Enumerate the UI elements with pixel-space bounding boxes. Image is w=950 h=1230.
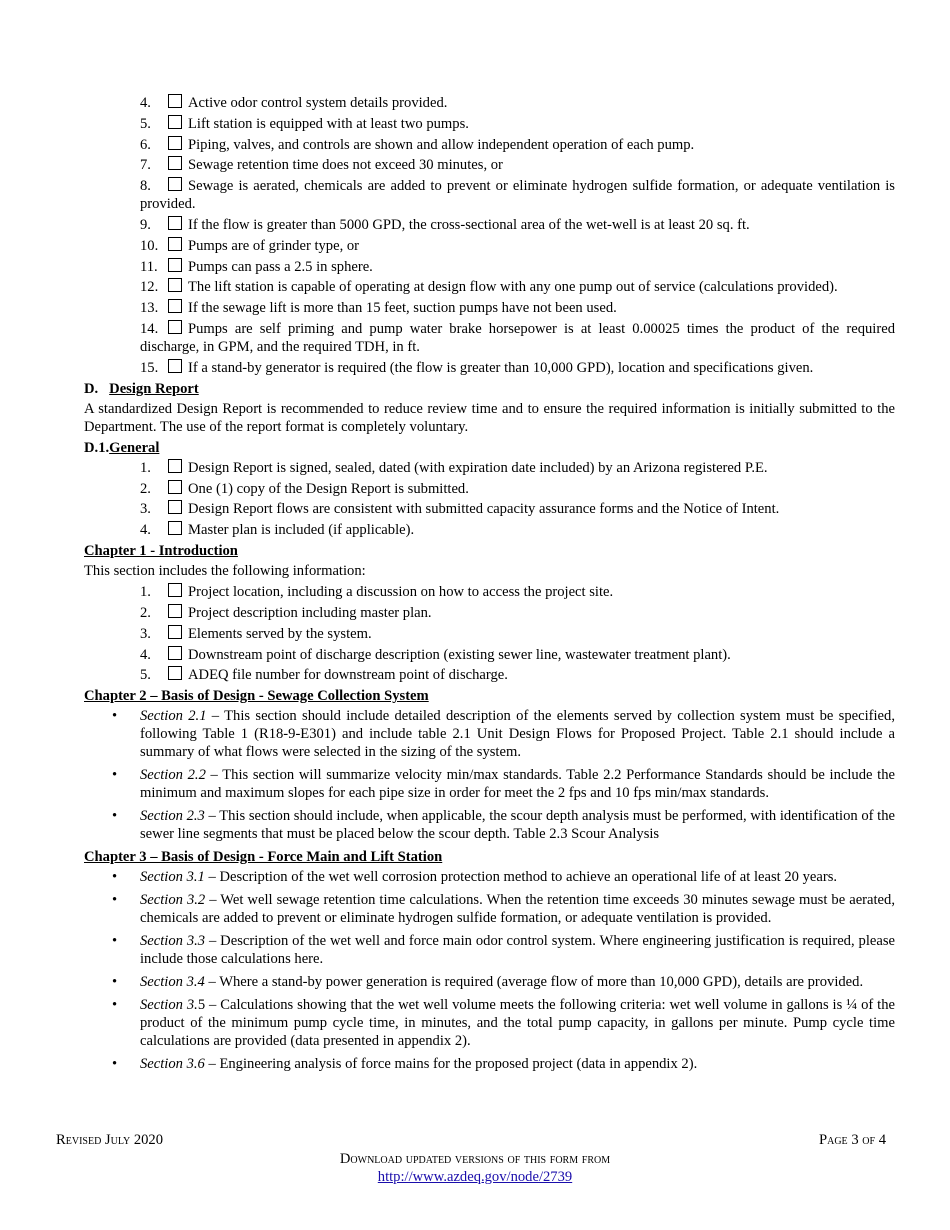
section-label: Section 2.2 (140, 767, 206, 784)
item-text: Design Report flows are consistent with submitted capacity assurance forms and the Notice of Intent. (188, 501, 780, 518)
section-d-intro: A standardized Design Report is recommended to reduce review time and to ensure the required information is initially submitted to the Department. The use of the report format is completely voluntary. (84, 400, 895, 435)
checkbox-icon[interactable] (168, 320, 182, 334)
item-number: 12. (140, 279, 159, 296)
checkbox-icon[interactable] (168, 521, 182, 535)
checkbox-icon[interactable] (168, 583, 182, 597)
checklist-item (84, 278, 895, 296)
footer-page-number: Page 3 of 4 (819, 1132, 886, 1148)
bullet-icon: • (112, 869, 118, 886)
checkbox-icon[interactable] (168, 177, 182, 191)
d1-heading: D.1.General (84, 439, 160, 456)
item-number: 1. (140, 459, 151, 476)
chapter-1-heading: Chapter 1 - Introduction (84, 543, 238, 560)
item-text: Piping, valves, and controls are shown and allow independent operation of each pump. (188, 136, 695, 153)
section-label: Section 2.1 (140, 708, 207, 725)
bullet-item (84, 932, 895, 968)
item-text: Master plan is included (if applicable). (188, 522, 415, 539)
checklist-item (84, 583, 895, 601)
section-text: – Where a stand-by power generation is required (average flow of more than 10,000 GPD), details are provided. (204, 974, 864, 991)
section-text: – Description of the wet well corrosion protection method to achieve an operational life of at least 20 years. (204, 869, 838, 886)
checkbox-icon[interactable] (168, 480, 182, 494)
item-number: 4. (140, 522, 151, 539)
checklist-item (84, 216, 895, 234)
footer-download-link[interactable]: http://www.azdeq.gov/node/2739 (377, 1169, 573, 1185)
checklist-item (84, 237, 895, 255)
bullet-item (84, 766, 895, 802)
checklist-item (84, 258, 895, 276)
bullet-icon: • (112, 1056, 118, 1073)
section-d-heading: D. Design Report (84, 380, 199, 397)
bullet-item (84, 807, 895, 843)
section-text: – This section should include detailed description of the elements served by collection system must be specified, following Table 1 (R18-9-E301) and include table 2.1 Unit Design Flows for Proposed Project. Table 2.1 should include a summary of what flows were selected in the sizing of the system. (140, 708, 895, 761)
section-label: Section 3.3 (140, 933, 206, 950)
item-number: 6. (140, 136, 151, 153)
bullet-item (84, 1055, 895, 1073)
bullet-icon: • (112, 708, 118, 725)
bullet-icon: • (112, 767, 118, 784)
chapter-2-heading: Chapter 2 – Basis of Design - Sewage Collection System (84, 688, 429, 705)
chapter-1-intro: This section includes the following information: (84, 563, 366, 580)
footer-download (0, 1150, 950, 1186)
checkbox-icon[interactable] (168, 625, 182, 639)
section-label: Section 2.3 (140, 808, 205, 825)
footer-revised: Revised July 2020 (56, 1132, 164, 1148)
item-text: Pumps are self priming and pump water brake horsepower is at least 0.00025 times the product of the required discharge, in GPM, and the required TDH, in ft. (140, 320, 895, 355)
item-number: 4. (140, 646, 151, 663)
bullet-icon: • (112, 892, 118, 909)
checklist-item (84, 177, 895, 213)
checklist-d1 (84, 459, 895, 539)
footer-download-text: Download updated versions of this form from (339, 1151, 611, 1167)
item-text: If the flow is greater than 5000 GPD, the cross-sectional area of the wet-well is at least 20 sq. ft. (188, 216, 750, 233)
bullet-icon: • (112, 933, 118, 950)
item-text: Project description including master plan. (188, 604, 432, 621)
section-text: – Description of the wet well and force main odor control system. Where engineering justification is required, please include those calculations here. (140, 933, 895, 968)
bullet-item (84, 868, 895, 886)
bullet-icon: • (112, 808, 118, 825)
section-label: Section 3.2 (140, 892, 206, 909)
checklist-item (84, 156, 895, 174)
checklist-item (84, 359, 895, 377)
item-text: Elements served by the system. (188, 625, 372, 642)
item-text: Sewage is aerated, chemicals are added to prevent or eliminate hydrogen sulfide formation, or adequate ventilation is provided. (140, 178, 895, 213)
item-number: 5. (140, 115, 151, 132)
item-text: Downstream point of discharge description (existing sewer line, wastewater treatment plant). (188, 646, 731, 663)
bullets-chapter-3 (84, 868, 895, 1073)
item-number: 4. (140, 95, 151, 111)
checkbox-icon[interactable] (168, 258, 182, 272)
section-label: Section 3.6 (140, 1056, 205, 1073)
checklist-item (84, 625, 895, 643)
document-page (84, 94, 895, 1078)
checkbox-icon[interactable] (168, 459, 182, 473)
checklist-item (84, 459, 895, 477)
checkbox-icon[interactable] (168, 136, 182, 150)
item-number: 2. (140, 604, 151, 621)
checkbox-icon[interactable] (168, 604, 182, 618)
section-text: – Engineering analysis of force mains for the proposed project (data in appendix 2). (204, 1056, 698, 1073)
checklist-item (84, 646, 895, 664)
checklist-item (84, 94, 895, 112)
checklist-c (84, 94, 895, 377)
item-number: 7. (140, 157, 151, 174)
item-text: Pumps can pass a 2.5 in sphere. (188, 258, 373, 275)
checkbox-icon[interactable] (168, 237, 182, 251)
item-text: If a stand-by generator is required (the flow is greater than 10,000 GPD), location and specifications given. (188, 359, 814, 376)
section-label: Section 3.4 (140, 974, 205, 991)
checkbox-icon[interactable] (168, 94, 182, 108)
checklist-item (84, 115, 895, 133)
item-number: 14. (140, 320, 159, 337)
item-number: 3. (140, 501, 151, 518)
item-number: 5. (140, 667, 151, 684)
section-text: – Wet well sewage retention time calculations. When the retention time exceeds 30 minutes sewage must be aerated, chemicals are added to prevent or eliminate hydrogen sulfide formation, or adequate ventilation is provided. (140, 892, 895, 927)
section-text: – This section should include, when applicable, the scour depth analysis must be performed, with identification of the sewer line segments that must be placed below the scour depth. Table 2.3 Scour Analysis (140, 808, 895, 843)
item-text: Design Report is signed, sealed, dated (with expiration date included) by an Arizona registered P.E. (188, 459, 768, 476)
item-number: 9. (140, 216, 151, 233)
item-text: Sewage retention time does not exceed 30 minutes, or (188, 157, 503, 174)
checklist-item (84, 320, 895, 356)
bullet-icon: • (112, 974, 118, 991)
checklist-item (84, 521, 895, 539)
section-text: 5 – Calculations showing that the wet well volume meets the following criteria: wet well volume in gallons is ¼ of the product of the minimum pump cycle time, in minutes, and the total pump capacity, in gallons per minute. Pump cycle time calculations are provided (data presented in appendix 2). (140, 997, 895, 1050)
checklist-item (84, 604, 895, 622)
bullet-item (84, 973, 895, 991)
bullets-chapter-2 (84, 707, 895, 843)
checklist-item (84, 136, 895, 154)
checkbox-icon[interactable] (168, 500, 182, 514)
checkbox-icon[interactable] (168, 216, 182, 230)
checklist-item (84, 500, 895, 518)
checklist-item (84, 480, 895, 498)
checklist-chapter-1 (84, 583, 895, 684)
item-text: Pumps are of grinder type, or (188, 237, 360, 254)
section-label: Section 3. (140, 997, 198, 1014)
checkbox-icon[interactable] (168, 156, 182, 170)
item-number: 10. (140, 237, 159, 254)
item-number: 11. (140, 258, 158, 275)
checkbox-icon[interactable] (168, 115, 182, 129)
item-text: The lift station is capable of operating at design flow with any one pump out of service (calculations provided). (188, 279, 838, 296)
checkbox-icon[interactable] (168, 646, 182, 660)
checkbox-icon[interactable] (168, 299, 182, 313)
item-text: If the sewage lift is more than 15 feet, suction pumps have not been used. (188, 300, 617, 317)
item-text: One (1) copy of the Design Report is submitted. (188, 480, 469, 497)
checklist-item (84, 666, 895, 684)
checkbox-icon[interactable] (168, 359, 182, 373)
item-text: ADEQ file number for downstream point of discharge. (188, 667, 508, 684)
item-number: 8. (140, 178, 151, 195)
bullet-item (84, 707, 895, 761)
checkbox-icon[interactable] (168, 278, 182, 292)
item-text: Lift station is equipped with at least two pumps. (188, 115, 469, 132)
checklist-item (84, 299, 895, 317)
bullet-item (84, 996, 895, 1050)
item-number: 13. (140, 300, 159, 317)
item-number: 15. (140, 359, 159, 376)
item-number: 2. (140, 480, 151, 497)
section-text: – This section will summarize velocity min/max standards. Table 2.2 Performance Standards should be include the minimum and maximum slopes for each pipe size in order for meet the 2 fps and 10 fps min/max standards. (140, 767, 895, 802)
item-text: Project location, including a discussion on how to access the project site. (188, 584, 614, 601)
checkbox-icon[interactable] (168, 666, 182, 680)
item-text: Active odor control system details provided. (188, 95, 448, 111)
bullet-item (84, 891, 895, 927)
item-number: 3. (140, 625, 151, 642)
bullet-icon: • (112, 997, 118, 1014)
section-label: Section 3.1 (140, 869, 205, 886)
chapter-3-heading: Chapter 3 – Basis of Design - Force Main and Lift Station (84, 849, 443, 866)
item-number: 1. (140, 584, 151, 601)
